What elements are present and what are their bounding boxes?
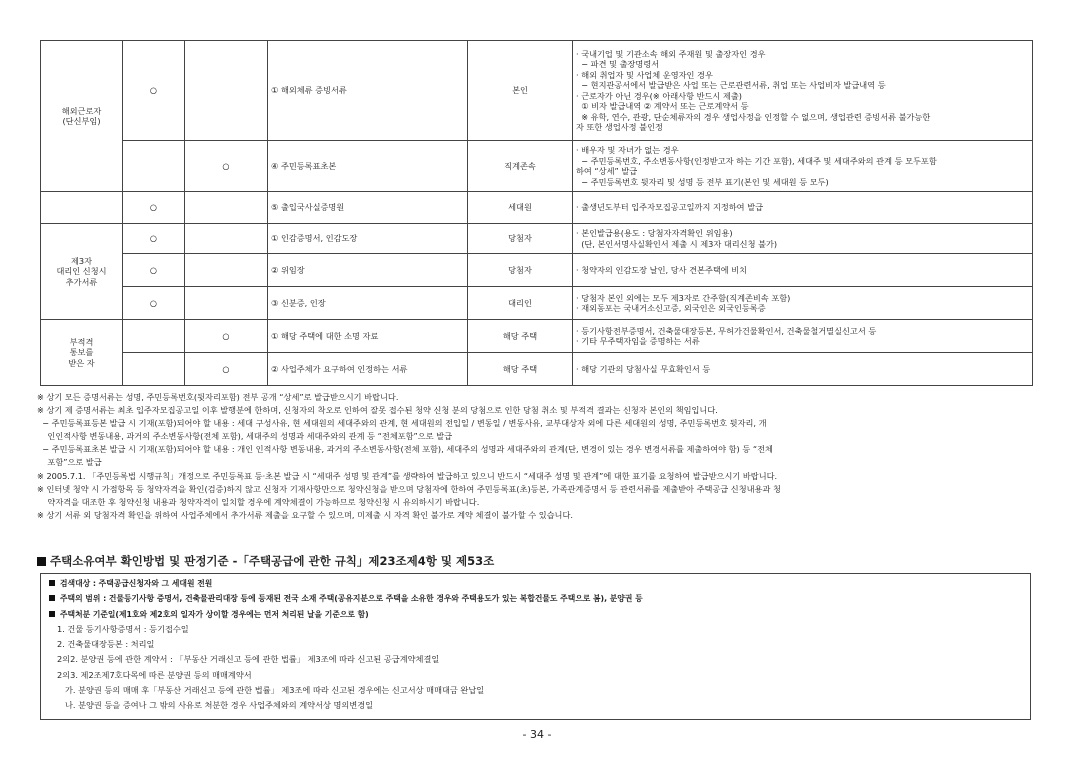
- table-row: [41, 320, 1033, 353]
- text-line: ※ 상기 서류 외 당첨자격 확인을 위하여 사업주체에서 추가서류 제출을 요구할 수 있으며, 미제출 시 자격 확인 불가로 계약 체결이 불가할 수 있습니다.: [37, 509, 573, 520]
- text-line: · 등기사항전부증명서, 건축물대장등본, 무허가건물확인서, 건축물철거멸실신고서 등: [576, 325, 877, 336]
- mark-circle: [185, 287, 268, 320]
- document-name: ② 위임장: [268, 254, 468, 287]
- text-line: − 주민등록번호, 주소변동사항(인정받고자 하는 기간 포함), 세대주 및 세대주와의 관계 등 모두포함: [576, 155, 937, 166]
- mark-circle: ○: [123, 254, 185, 287]
- criteria-item: 2의2. 분양권 등에 관한 계약서 : 「부동산 거래신고 등에 관한 법률」 제3조에 따라 신고된 공급계약체결일: [57, 654, 440, 665]
- housing-ownership-criteria-box: [40, 573, 1031, 720]
- document-target: 세대원: [468, 192, 573, 224]
- mark-circle: ○: [185, 141, 268, 192]
- document-description: [573, 320, 1033, 353]
- black-square-icon: [49, 611, 55, 617]
- text-line: · 해외 취업자 및 사업체 운영자인 경우: [576, 69, 713, 80]
- group-proxy-applicant: 제3자 대리인 신청시 추가서류: [41, 224, 123, 320]
- mark-circle: ○: [185, 353, 268, 386]
- mark-circle: ○: [123, 287, 185, 320]
- text-line: · 청약자의 인감도장 날인, 당사 견본주택에 비치: [576, 264, 748, 275]
- document-name: ③ 신분증, 인장: [268, 287, 468, 320]
- page-number: - 34 -: [522, 728, 552, 741]
- text-line: 자 또한 생업사정 불인정: [576, 122, 663, 132]
- text-line: 포함”으로 발급: [37, 457, 102, 468]
- table-row: [41, 41, 1033, 141]
- table-row: [41, 254, 1033, 287]
- criteria-item: 2의3. 제2조제7호다목에 따른 분양권 등의 매매계약서: [57, 669, 252, 680]
- text-line: ① 비자 발급내역 ② 계약서 또는 근로계약서 등: [576, 101, 749, 111]
- group-ineligible-notified: 부적격 통보를 받은 자: [41, 320, 123, 386]
- text-line: · 국내기업 및 기관소속 해외 주재원 및 출장자인 경우: [576, 48, 766, 59]
- black-square-icon: [49, 595, 55, 601]
- table-row: [41, 353, 1033, 386]
- text-line: − 파견 및 출장명령서: [576, 59, 660, 69]
- mark-circle: [185, 41, 268, 141]
- text-line: ※ 상기 제 증명서류는 최초 입주자모집공고일 이후 발행분에 한하며, 신청자의 착오로 인하여 잘못 접수된 청약 신청 분의 당첨으로 인한 당첨 취소 및 부적격 결과는 신청자 본인의 책임입니다.: [37, 405, 718, 416]
- document-target: 당첨자: [468, 254, 573, 287]
- required-documents-table: [40, 40, 1033, 386]
- text-line: ※ 상기 모든 증명서류는 성명, 주민등록번호(뒷자리포함) 전부 공개 “상세”로 발급받으시기 바랍니다.: [37, 392, 399, 402]
- text-line: · 근로자가 아닌 경우(※ 아래사항 반드시 제출): [576, 90, 742, 101]
- text-line: 약자격을 대조한 후 청약신청 내용과 청약자격이 일치할 경우에 계약체결이 가능하므로 청약신청 시 유의하시기 바랍니다.: [37, 496, 480, 507]
- black-square-icon: [49, 580, 55, 586]
- text-line: · 재외동포는 국내거소신고증, 외국인은 외국인등록증: [576, 303, 766, 313]
- criteria-subitem: 가. 분양권 등의 매매 후「부동산 거래신고 등에 관한 법률」 제3조에 따라 신고된 경우에는 신고서상 매매대금 완납일: [65, 685, 485, 696]
- mark-circle: [185, 254, 268, 287]
- mark-circle: [123, 320, 185, 353]
- table-row: [41, 141, 1033, 192]
- text-line: · 출생년도부터 입주자모집공고일까지 지정하여 발급: [576, 202, 764, 213]
- mark-circle: ○: [123, 224, 185, 254]
- text-line: · 본인발급용(용도 : 당첨자자격확인 위임용): [576, 228, 733, 238]
- document-target: 해당 주택: [468, 320, 573, 353]
- document-target: 대리인: [468, 287, 573, 320]
- document-target: 해당 주택: [468, 353, 573, 386]
- criteria-bullet: 주택처분 기준일(제1호와 제2호의 일자가 상이할 경우에는 먼저 처리된 날을 기준으로 함): [41, 607, 1030, 622]
- mark-circle: [123, 141, 185, 192]
- mark-circle: ○: [185, 320, 268, 353]
- text-line: · 당첨자 본인 외에는 모두 제3자로 간주함(직계존비속 포함): [576, 292, 791, 303]
- section-title: [37, 553, 494, 569]
- text-line: ※ 유학, 연수, 관광, 단순체류자의 경우 생업사정을 인정할 수 없으며, 생업관련 증빙서류 불가능한: [576, 111, 931, 122]
- document-target: 당첨자: [468, 224, 573, 254]
- mark-circle: ○: [123, 41, 185, 141]
- document-name: ④ 주민등록표초본: [268, 141, 468, 192]
- black-square-icon: [37, 557, 46, 566]
- document-name: ⑤ 출입국사실증명원: [268, 192, 468, 224]
- text-line: ※ 2005.7.1. 「주민등록법 시행규칙」개정으로 주민등록표 등·초본 발급 시 “세대주 성명 및 관계”를 생략하여 발급하고 있으니 반드시 “세대주 성명 및 관계”에 대한 표기를 요청하여 발급받으시기 바랍니다.: [37, 470, 778, 481]
- empty-cell: [41, 192, 123, 224]
- document-description: [573, 353, 1033, 386]
- criteria-item: 2. 건축물대장등본 : 처리일: [57, 639, 155, 650]
- criteria-bullet: 검색대상 : 주택공급신청자와 그 세대원 전원: [41, 576, 1030, 591]
- text-line: − 주민등록표등본 발급 시 기재(포함)되어야 할 내용 : 세대 구성사유, 현 세대원의 세대주와의 관계, 현 세대원의 전입일 / 변동일 / 변동사유, 교부대상자 외에 다른 세대원의 성명, 주민등록번호 뒷자리, 개: [37, 418, 767, 429]
- document-name: ① 해외체류 증빙서류: [268, 41, 468, 141]
- notes-block: [37, 391, 1037, 522]
- text-line: − 주민등록번호 뒷자리 및 성명 등 전부 표기(본인 및 세대원 등 모두): [576, 176, 829, 187]
- mark-circle: [185, 192, 268, 224]
- text-line: · 해당 기관의 당첨사실 무효확인서 등: [576, 363, 711, 374]
- document-name: ① 해당 주택에 대한 소명 자료: [268, 320, 468, 353]
- mark-circle: [185, 224, 268, 254]
- table-row: [41, 192, 1033, 224]
- text-line: 인인적사항 변동내용, 과거의 주소변동사항(전체 포함), 세대주의 성명과 세대주와의 관계 등 “전체포함”으로 발급: [37, 431, 453, 442]
- document-description: [573, 41, 1033, 141]
- document-description: [573, 254, 1033, 287]
- text-line: − 주민등록표초본 발급 시 기재(포함)되어야 할 내용 : 개인 인적사항 변동내용, 과거의 주소변동사항(전체 포함), 세대주의 성명과 세대주와의 관계(단, 변경이 있는 경우 변경서류를 제출하여야 함) 등 “전체: [37, 444, 773, 455]
- document-description: [573, 287, 1033, 320]
- document-target: 직계존속: [468, 141, 573, 192]
- table-row: [41, 224, 1033, 254]
- text-line: · 기타 무주택자임을 증명하는 서류: [576, 336, 700, 346]
- document-description: [573, 192, 1033, 224]
- section-title-text: 주택소유여부 확인방법 및 판정기준 -「주택공급에 관한 규칙」제23조제4항 및 제53조: [50, 554, 495, 568]
- mark-circle: [123, 353, 185, 386]
- document-name: ① 인감증명서, 인감도장: [268, 224, 468, 254]
- document-description: [573, 141, 1033, 192]
- document-name: ② 사업주체가 요구하여 인정하는 서류: [268, 353, 468, 386]
- text-line: (단, 본인서명사실확인서 제출 시 제3자 대리신청 불가): [576, 238, 778, 249]
- criteria-bullet: 주택의 범위 : 건물등기사항 증명서, 건축물관리대장 등에 등재된 전국 소재 주택(공유지분으로 주택을 소유한 경우와 주택용도가 있는 복합건물도 주택으로 봄), 분양권 등: [41, 591, 1030, 606]
- document-target: 본인: [468, 41, 573, 141]
- text-line: ※ 인터넷 청약 시 가점항목 등 청약자격을 확인(검증)하지 않고 신청자 기재사항만으로 청약신청을 받으며 당첨자에 한하여 주민등록표(초)등본, 가족관계증명서 등 관련서류를 제출받아 주택공급 신청내용과 청: [37, 483, 781, 494]
- criteria-item: 1. 건물 등기사항증명서 : 등기접수일: [57, 623, 189, 634]
- mark-circle: ○: [123, 192, 185, 224]
- group-overseas-worker: 해외근로자 (단신부임): [41, 41, 123, 192]
- text-line: · 배우자 및 자녀가 없는 경우: [576, 145, 679, 155]
- text-line: 하여 “상세” 발급: [576, 166, 638, 176]
- table-row: [41, 287, 1033, 320]
- text-line: − 현지관공서에서 발급받은 사업 또는 근로관련서류, 취업 또는 사업비자 발급내역 등: [576, 80, 886, 90]
- criteria-subitem: 나. 분양권 등을 증여나 그 밖의 사유로 처분한 경우 사업주체와의 계약서상 명의변경일: [65, 700, 374, 711]
- document-description: [573, 224, 1033, 254]
